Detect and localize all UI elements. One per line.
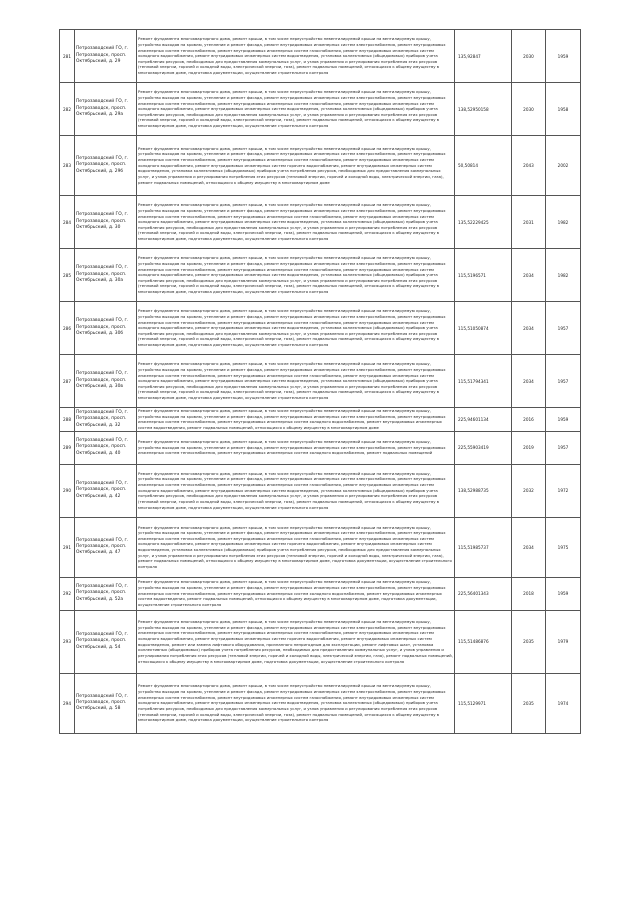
capital-repair-table (59, 29, 581, 734)
address-cell: Петрозаводский ГО, г. Петрозаводск, просп. Октябрьский, д. 30а (75, 249, 137, 302)
address-cell: Петрозаводский ГО, г. Петрозаводск, просп. Октябрьский, д. 47 (75, 517, 137, 577)
table-row (60, 83, 581, 136)
row-number: 288 (60, 408, 75, 432)
planned-year-cell: 2031 (512, 196, 546, 249)
cost-cell: 225,55903419 (455, 431, 512, 464)
works-cell: Ремонт фундамента многоквартирного дома, ремонт крыши, в том числе переустройство невентилируемой крыши на вентилируемую крышу, устройство выходов на кровлю, утепление и ремонт фасада, ремонт внутридомовых инженерных систем электроснабжения, ремонт внутридомовых инженерных систем теплоснабжения, ремонт внутридомовых инженерных систем газоснабжения, ремонт внутридомовых инженерных систем холодного водоснабжения, ремонт внутридомовых инженерных систем горячего водоснабжения, ремонт внутридомовых инженерных систем водоотведения, ремонт или замена лифтового оборудования, признанного непригодным для эксплуатации, ремонт лифтовых шахт, установка коллективных (общедомовых) приборов учета потребления ресурсов, необходимых для предоставления коммунальных услуг, и узлов управления и регулирования потребления этих ресурсов (тепловой энергии, горячей и холодной воды, электрической энергии, газа), ремонт подвальных помещений, относящихся к общему имуществу в многоквартирном доме, подготовка документации, осуществление строительного контроля (137, 610, 455, 673)
address-cell: Петрозаводский ГО, г. Петрозаводск, просп. Октябрьский, д. 42 (75, 464, 137, 517)
cost-cell: 115,51050874 (455, 302, 512, 355)
works-cell: Ремонт фундамента многоквартирного дома, ремонт крыши, в том числе переустройство невентилируемой крыши на вентилируемую крышу, устройство выходов на кровлю, утепление и ремонт фасада, ремонт внутридомовых инженерных систем электроснабжения, ремонт внутридомовых инженерных систем теплоснабжения, ремонт внутридомовых инженерных систем газоснабжения, ремонт внутридомовых инженерных систем холодного водоснабжения, ремонт внутридомовых инженерных систем водоотведения, установка коллективных (общедомовых) приборов учета потребления ресурсов, необходимых для предоставления коммунальных услуг, и узлов управления и регулирования потребления этих ресурсов (тепловой энергии, горячей и холодной воды, электрической энергии, газа), ремонт подвальных помещений, относящихся к общему имуществу в многоквартирном доме, подготовка документации, осуществление строительного контроля (137, 302, 455, 355)
address-cell: Петрозаводский ГО, г. Петрозаводск, просп. Октябрьский, д. 58 (75, 673, 137, 733)
works-cell: Ремонт фундамента многоквартирного дома, ремонт крыши, в том числе переустройство невентилируемой крыши на вентилируемую крышу, устройство выходов на кровлю, утепление и ремонт фасада, ремонт внутридомовых инженерных систем электроснабжения, ремонт внутридомовых инженерных систем теплоснабжения, ремонт внутридомовых инженерных систем газоснабжения, ремонт внутридомовых инженерных систем холодного водоснабжения, ремонт внутридомовых инженерных систем водоотведения, установка коллективных (общедомовых) приборов учета потребления ресурсов, необходимых для предоставления коммунальных услуг, и узлов управления и регулирования потребления этих ресурсов (тепловой энергии, горячей и холодной воды, электрической энергии, газа), ремонт подвальных помещений, относящихся к общему имуществу в многоквартирном доме, подготовка документации, осуществление строительного контроля (137, 355, 455, 408)
build-year-cell: 1974 (546, 673, 581, 733)
works-cell: Ремонт фундамента многоквартирного дома, ремонт крыши, в том числе переустройство невентилируемой крыши на вентилируемую крышу, устройство выходов на кровлю, утепление и ремонт фасада, ремонт внутридомовых инженерных систем электроснабжения, ремонт внутридомовых инженерных систем теплоснабжения, ремонт внутридомовых инженерных систем газоснабжения, ремонт внутридомовых инженерных систем холодного водоснабжения, ремонт внутридомовых инженерных систем водоотведения, установка коллективных (общедомовых) приборов учета потребления ресурсов, необходимых для предоставления коммунальных услуг, и узлов управления и регулирования потребления этих ресурсов (тепловой энергии, горячей и холодной воды, электрической энергии, газа), ремонт подвальных помещений, относящихся к общему имуществу в многоквартирном доме, подготовка документации, осуществление строительного контроля (137, 249, 455, 302)
planned-year-cell: 2019 (512, 431, 546, 464)
table-row (60, 673, 581, 733)
build-year-cell: 1982 (546, 196, 581, 249)
build-year-cell: 1958 (546, 83, 581, 136)
cost-cell: 225,56401343 (455, 577, 512, 610)
build-year-cell: 1972 (546, 464, 581, 517)
planned-year-cell: 2030 (512, 30, 546, 83)
row-number: 284 (60, 196, 75, 249)
works-cell: Ремонт фундамента многоквартирного дома, ремонт крыши, в том числе переустройство невентилируемой крыши на вентилируемую крышу, устройство выходов на кровлю, утепление и ремонт фасада, ремонт внутридомовых инженерных систем электроснабжения, ремонт внутридомовых инженерных систем теплоснабжения, ремонт внутридомовых инженерных систем холодного водоснабжения, ремонт подвальных помещений (137, 431, 455, 464)
table-row (60, 196, 581, 249)
works-cell: Ремонт фундамента многоквартирного дома, ремонт крыши, в том числе переустройство невентилируемой крыши на вентилируемую крышу, устройство выходов на кровлю, утепление и ремонт фасада, ремонт внутридомовых инженерных систем электроснабжения, ремонт внутридомовых инженерных систем теплоснабжения, ремонт внутридомовых инженерных систем холодного водоснабжения, ремонт внутридомовых инженерных систем водоотведения, ремонт подвальных помещений, относящихся к общему имуществу в многоквартирном доме, подготовка документации, осуществление строительного контроля (137, 577, 455, 610)
build-year-cell: 1959 (546, 577, 581, 610)
address-cell: Петрозаводский ГО, г. Петрозаводск, просп. Октябрьский, д. 52а (75, 577, 137, 610)
works-cell: Ремонт фундамента многоквартирного дома, ремонт крыши, в том числе переустройство невентилируемой крыши на вентилируемую крышу, устройство выходов на кровлю, утепление и ремонт фасада, ремонт внутридомовых инженерных систем электроснабжения, ремонт внутридомовых инженерных систем теплоснабжения, ремонт внутридомовых инженерных систем газоснабжения, ремонт внутридомовых инженерных систем холодного водоснабжения, ремонт внутридомовых инженерных систем горячего водоснабжения, ремонт внутридомовых инженерных систем водоотведения, установка коллективных (общедомовых) приборов учета потребления ресурсов, необходимых для предоставления коммунальных услуг, и узлов управления и регулирования потребления этих ресурсов (тепловой энергии, горячей и холодной воды, электрической энергии, газа), ремонт подвальных помещений, относящихся к общему имуществу в многоквартирном доме, подготовка документации, осуществление строительного контроля (137, 517, 455, 577)
address-cell: Петрозаводский ГО, г. Петрозаводск, просп. Октябрьский, д. 29б (75, 136, 137, 196)
row-number: 287 (60, 355, 75, 408)
planned-year-cell: 2018 (512, 577, 546, 610)
row-number: 282 (60, 83, 75, 136)
table-row (60, 249, 581, 302)
cost-cell: 138,52950158 (455, 83, 512, 136)
build-year-cell: 1975 (546, 517, 581, 577)
cost-cell: 225,94601134 (455, 408, 512, 432)
works-cell: Ремонт фундамента многоквартирного дома, ремонт крыши, в том числе переустройство невентилируемой крыши на вентилируемую крышу, устройство выходов на кровлю, утепление и ремонт фасада, ремонт внутридомовых инженерных систем электроснабжения, ремонт внутридомовых инженерных систем теплоснабжения, ремонт внутридомовых инженерных систем газоснабжения, ремонт внутридомовых инженерных систем холодного водоснабжения, ремонт внутридомовых инженерных систем водоотведения, установка коллективных (общедомовых) приборов учета потребления ресурсов, необходимых для предоставления коммунальных услуг, и узлов управления и регулирования потребления этих ресурсов (тепловой энергии, горячей и холодной воды, электрической энергии, газа), ремонт подвальных помещений, относящихся к общему имуществу в многоквартирном доме, подготовка документации, осуществление строительного контроля (137, 30, 455, 83)
planned-year-cell: 2035 (512, 673, 546, 733)
address-cell: Петрозаводский ГО, г. Петрозаводск, просп. Октябрьский, д. 30в (75, 355, 137, 408)
table-row (60, 577, 581, 610)
row-number: 286 (60, 302, 75, 355)
row-number: 281 (60, 30, 75, 83)
works-cell: Ремонт фундамента многоквартирного дома, ремонт крыши, в том числе переустройство невентилируемой крыши на вентилируемую крышу, устройство выходов на кровлю, утепление и ремонт фасада, ремонт внутридомовых инженерных систем электроснабжения, ремонт внутридомовых инженерных систем теплоснабжения, ремонт внутридомовых инженерных систем газоснабжения, ремонт внутридомовых инженерных систем холодного водоснабжения, ремонт внутридомовых инженерных систем водоотведения, установка коллективных (общедомовых) приборов учета потребления ресурсов, необходимых для предоставления коммунальных услуг, и узлов управления и регулирования потребления этих ресурсов (тепловой энергии, горячей и холодной воды, электрической энергии, газа), ремонт подвальных помещений, относящихся к общему имуществу в многоквартирном доме, подготовка документации, осуществление строительного контроля (137, 83, 455, 136)
address-cell: Петрозаводский ГО, г. Петрозаводск, просп. Октябрьский, д. 30б (75, 302, 137, 355)
row-number: 293 (60, 610, 75, 673)
table-row (60, 464, 581, 517)
planned-year-cell: 2043 (512, 136, 546, 196)
table-row (60, 517, 581, 577)
planned-year-cell: 2034 (512, 302, 546, 355)
build-year-cell: 2002 (546, 136, 581, 196)
table-row (60, 136, 581, 196)
build-year-cell: 1959 (546, 408, 581, 432)
build-year-cell: 1957 (546, 431, 581, 464)
row-number: 285 (60, 249, 75, 302)
cost-cell: 115,51985737 (455, 517, 512, 577)
table-row (60, 302, 581, 355)
planned-year-cell: 2034 (512, 249, 546, 302)
row-number: 283 (60, 136, 75, 196)
address-cell: Петрозаводский ГО, г. Петрозаводск, просп. Октябрьский, д. 32 (75, 408, 137, 432)
row-number: 294 (60, 673, 75, 733)
build-year-cell: 1957 (546, 302, 581, 355)
planned-year-cell: 2016 (512, 408, 546, 432)
table-row (60, 30, 581, 83)
address-cell: Петрозаводский ГО, г. Петрозаводск, просп. Октябрьский, д. 30 (75, 196, 137, 249)
cost-cell: 135,92847 (455, 30, 512, 83)
address-cell: Петрозаводский ГО, г. Петрозаводск, просп. Октябрьский, д. 29 (75, 30, 137, 83)
table-row (60, 355, 581, 408)
planned-year-cell: 2034 (512, 517, 546, 577)
build-year-cell: 1979 (546, 610, 581, 673)
address-cell: Петрозаводский ГО, г. Петрозаводск, просп. Октябрьский, д. 40 (75, 431, 137, 464)
row-number: 291 (60, 517, 75, 577)
cost-cell: 115,5129971 (455, 673, 512, 733)
address-cell: Петрозаводский ГО, г. Петрозаводск, просп. Октябрьский, д. 54 (75, 610, 137, 673)
row-number: 292 (60, 577, 75, 610)
address-cell: Петрозаводский ГО, г. Петрозаводск, просп. Октябрьский, д. 29а (75, 83, 137, 136)
cost-cell: 115,51486876 (455, 610, 512, 673)
works-cell: Ремонт фундамента многоквартирного дома, ремонт крыши, в том числе переустройство невентилируемой крыши на вентилируемую крышу, устройство выходов на кровлю, утепление и ремонт фасада, ремонт внутридомовых инженерных систем электроснабжения, ремонт внутридомовых инженерных систем теплоснабжения, ремонт внутридомовых инженерных систем газоснабжения, ремонт внутридомовых инженерных систем холодного водоснабжения, ремонт внутридомовых инженерных систем водоотведения, установка коллективных (общедомовых) приборов учета потребления ресурсов, необходимых для предоставления коммунальных услуг, и узлов управления и регулирования потребления этих ресурсов (тепловой энергии, горячей и холодной воды, электрической энергии, газа), ремонт подвальных помещений, относящихся к общему имуществу в многоквартирном доме, подготовка документации, осуществление строительного контроля (137, 196, 455, 249)
row-number: 289 (60, 431, 75, 464)
planned-year-cell: 2034 (512, 355, 546, 408)
row-number: 290 (60, 464, 75, 517)
planned-year-cell: 2032 (512, 464, 546, 517)
works-cell: Ремонт фундамента многоквартирного дома, ремонт крыши, в том числе переустройство невентилируемой крыши на вентилируемую крышу, устройство выходов на кровлю, утепление и ремонт фасада, ремонт внутридомовых инженерных систем электроснабжения, ремонт внутридомовых инженерных систем теплоснабжения, ремонт внутридомовых инженерных систем газоснабжения, ремонт внутридомовых инженерных систем холодного водоснабжения, ремонт внутридомовых инженерных систем водоотведения, установка коллективных (общедомовых) приборов учета потребления ресурсов, необходимых для предоставления коммунальных услуг, и узлов управления и регулирования потребления этих ресурсов (тепловой энергии, горячей и холодной воды, электрической энергии, газа), ремонт подвальных помещений, относящихся к общему имуществу в многоквартирном доме, подготовка документации, осуществление строительного контроля (137, 673, 455, 733)
build-year-cell: 1959 (546, 30, 581, 83)
cost-cell: 138,52988735 (455, 464, 512, 517)
cost-cell: 135,52229425 (455, 196, 512, 249)
works-cell: Ремонт фундамента многоквартирного дома, ремонт крыши, в том числе переустройство невентилируемой крыши на вентилируемую крышу, устройство выходов на кровлю, утепление и ремонт фасада, ремонт внутридомовых инженерных систем электроснабжения, ремонт внутридомовых инженерных систем теплоснабжения, ремонт внутридомовых инженерных систем газоснабжения, ремонт внутридомовых инженерных систем холодного водоснабжения, ремонт внутридомовых инженерных систем горячего водоснабжения, ремонт внутридомовых инженерных систем водоотведения, установка коллективных (общедомовых) приборов учета потребления ресурсов, необходимых для предоставления коммунальных услуг, и узлов управления и регулирования потребления этих ресурсов (тепловой энергии, горячей и холодной воды, электрической энергии, газа), ремонт подвальных помещений, относящихся к общему имуществу в многоквартирном доме (137, 136, 455, 196)
planned-year-cell: 2030 (512, 83, 546, 136)
works-cell: Ремонт фундамента многоквартирного дома, ремонт крыши, в том числе переустройство невентилируемой крыши на вентилируемую крышу, устройство выходов на кровлю, утепление и ремонт фасада, ремонт внутридомовых инженерных систем электроснабжения, ремонт внутридомовых инженерных систем теплоснабжения, ремонт внутридомовых инженерных систем холодного водоснабжения, ремонт внутридомовых инженерных систем водоотведения, ремонт подвальных помещений, относящихся к общему имуществу в многоквартирном доме (137, 408, 455, 432)
cost-cell: 115,51794341 (455, 355, 512, 408)
table-row (60, 431, 581, 464)
cost-cell: 115,5196571 (455, 249, 512, 302)
planned-year-cell: 2035 (512, 610, 546, 673)
table-row (60, 610, 581, 673)
build-year-cell: 1982 (546, 249, 581, 302)
cost-cell: 50,50814 (455, 136, 512, 196)
build-year-cell: 1957 (546, 355, 581, 408)
works-cell: Ремонт фундамента многоквартирного дома, ремонт крыши, в том числе переустройство невентилируемой крыши на вентилируемую крышу, устройство выходов на кровлю, утепление и ремонт фасада, ремонт внутридомовых инженерных систем электроснабжения, ремонт внутридомовых инженерных систем теплоснабжения, ремонт внутридомовых инженерных систем газоснабжения, ремонт внутридомовых инженерных систем холодного водоснабжения, ремонт внутридомовых инженерных систем водоотведения, установка коллективных (общедомовых) приборов учета потребления ресурсов, необходимых для предоставления коммунальных услуг, и узлов управления и регулирования потребления этих ресурсов (тепловой энергии, горячей и холодной воды, электрической энергии, газа), ремонт подвальных помещений, относящихся к общему имуществу в многоквартирном доме, подготовка документации, осуществление строительного контроля (137, 464, 455, 517)
table-row (60, 408, 581, 432)
